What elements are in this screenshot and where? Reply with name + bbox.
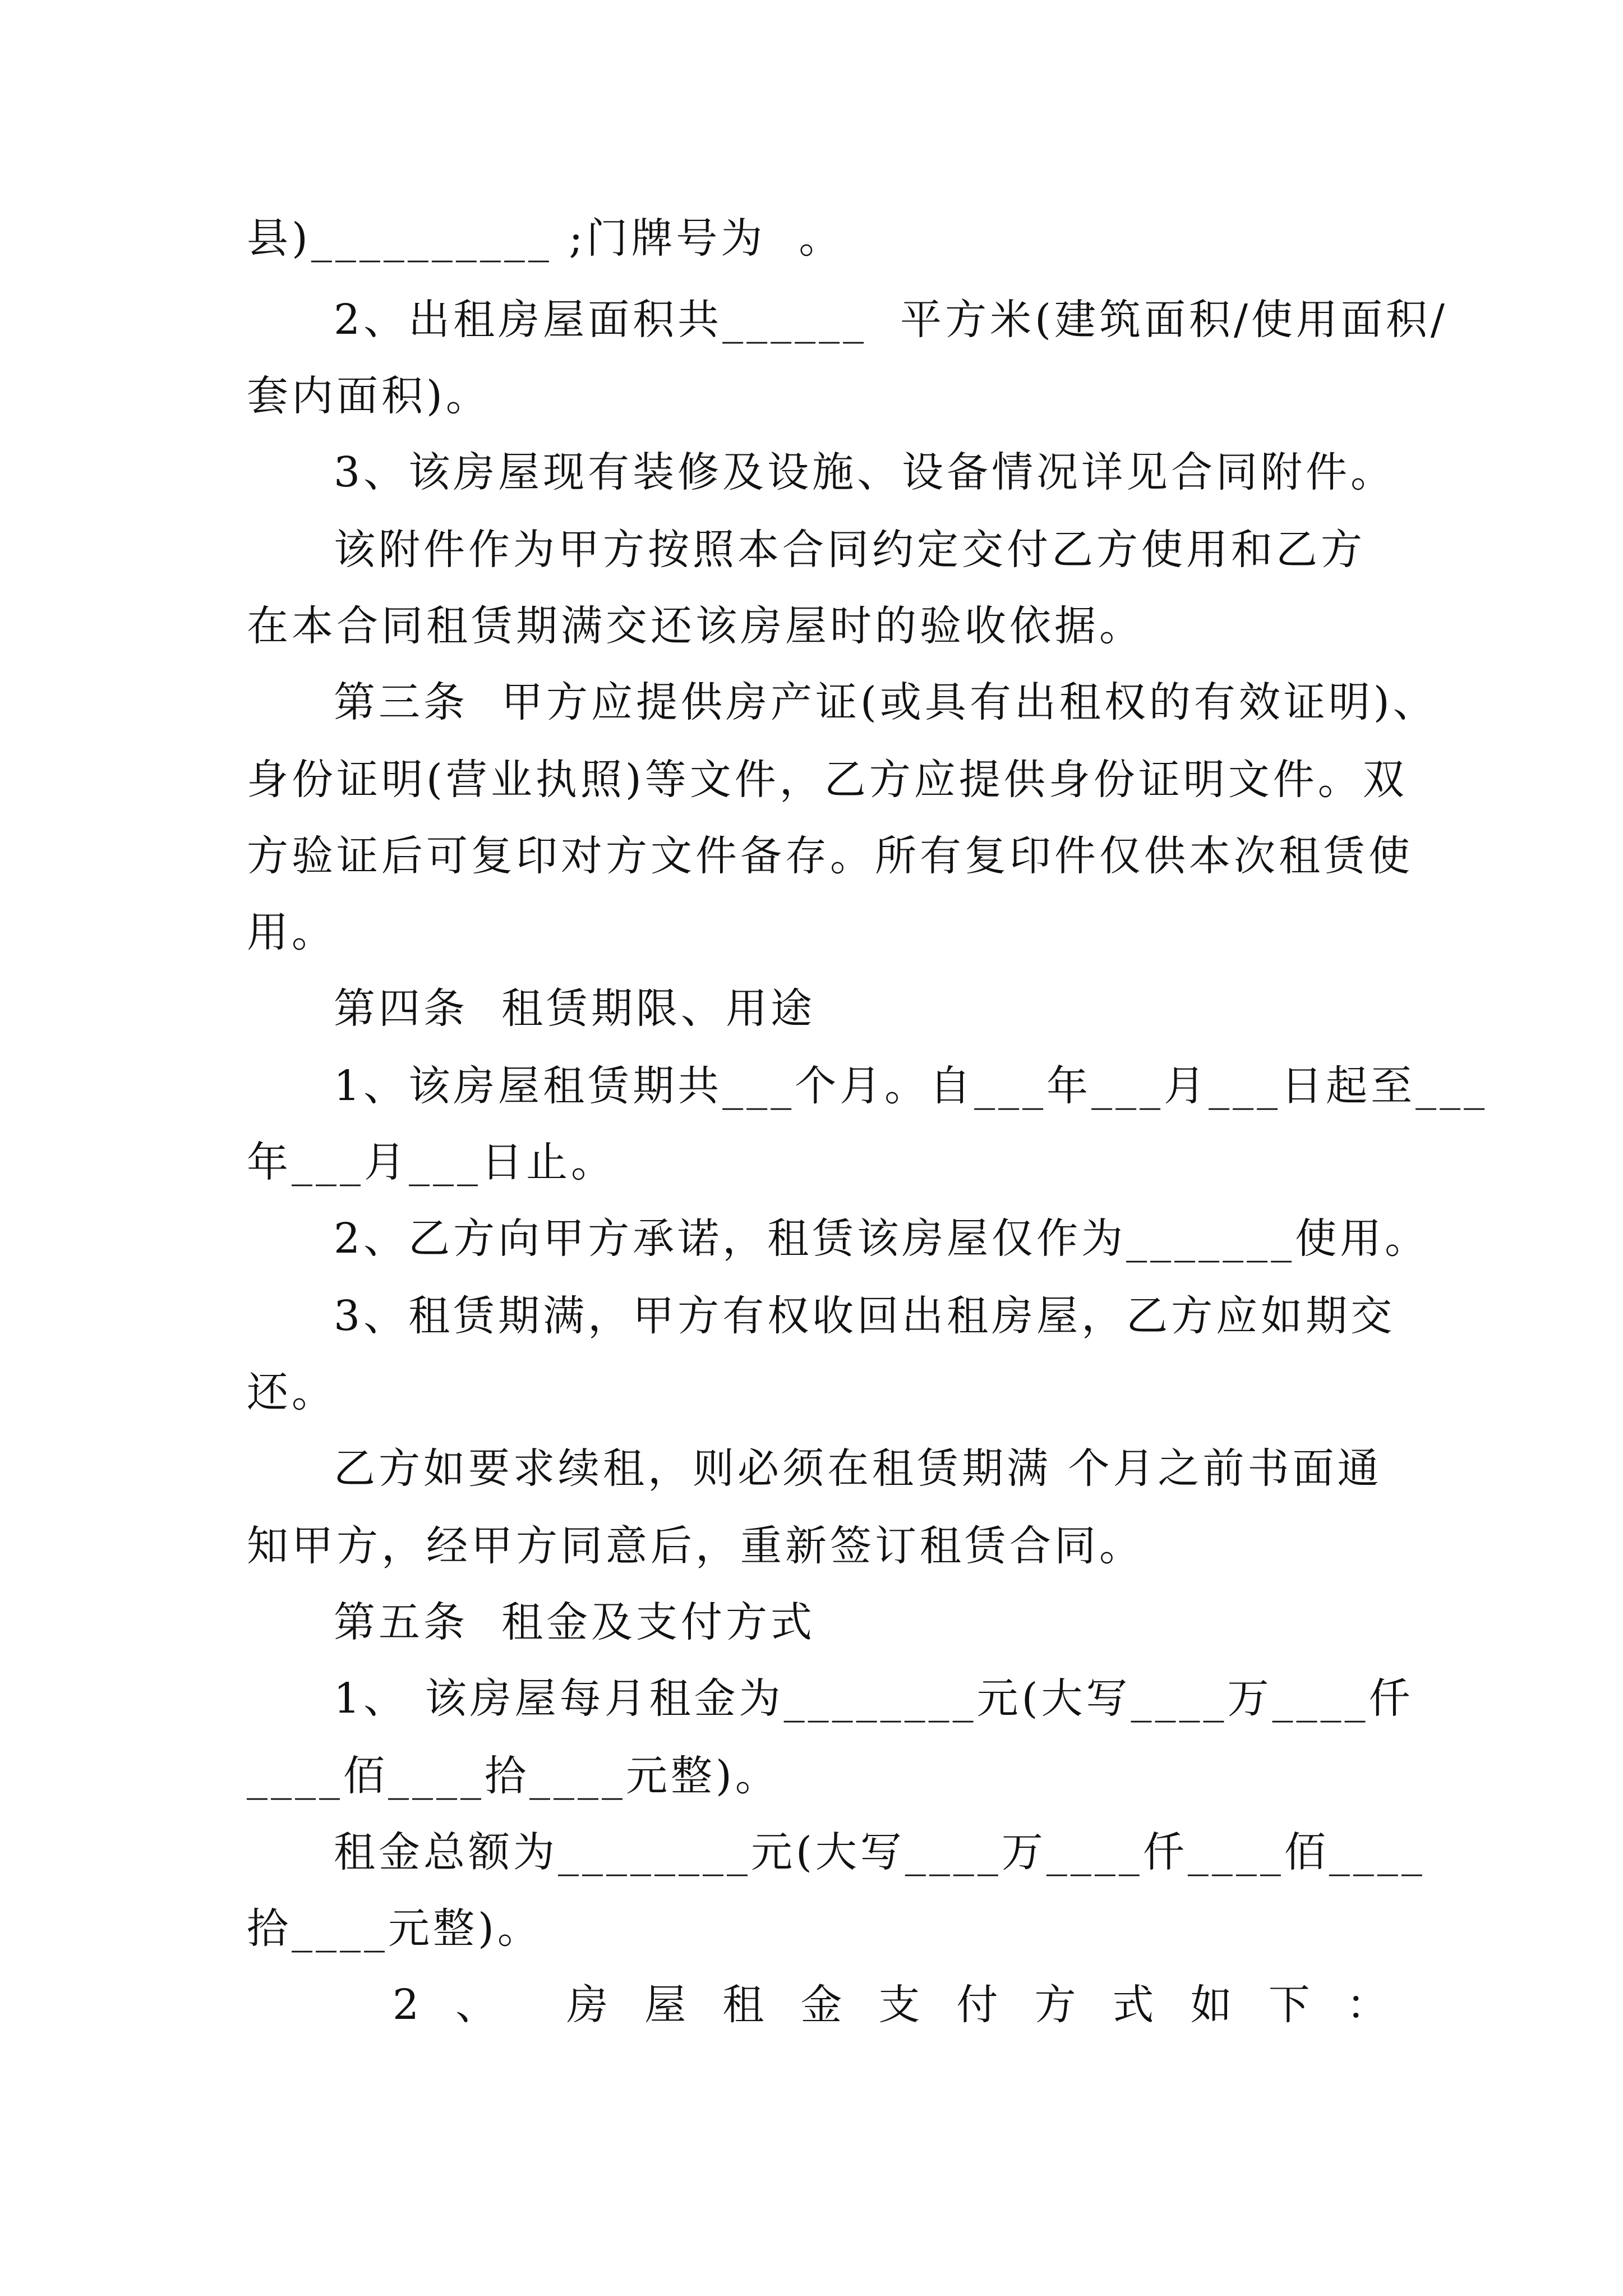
text-line: 乙方如要求续租，则必须在租赁期满 个月之前书面通 bbox=[334, 1444, 1382, 1493]
text-line: 1、 该房屋每月租金为________元(大写____万____仟 bbox=[334, 1674, 1414, 1723]
text-line: 用。 bbox=[247, 908, 336, 956]
text-line: 在本合同租赁期满交还该房屋时的验收依据。 bbox=[247, 602, 1144, 650]
text-line: 套内面积)。 bbox=[247, 372, 491, 420]
section-heading: 第五条 租金及支付方式 bbox=[334, 1598, 816, 1646]
text-line: 2、出租房屋面积共______ 平方米(建筑面积/使用面积/ bbox=[334, 296, 1448, 344]
text-line: 身份证明(营业执照)等文件，乙方应提供身份证明文件。双 bbox=[247, 756, 1408, 804]
text-line: 知甲方，经甲方同意后，重新签订租赁合同。 bbox=[247, 1522, 1144, 1570]
text-line: 第三条 甲方应提供房产证(或具有出租权的有效证明)、 bbox=[334, 678, 1438, 726]
text-line: ____佰____拾____元整)。 bbox=[247, 1752, 780, 1800]
text-line: 还。 bbox=[247, 1368, 336, 1416]
text-line: 租金总额为________元(大写____万____仟____佰____ bbox=[334, 1828, 1426, 1876]
text-line: 县)__________ ;门牌号为 。 bbox=[247, 214, 844, 263]
text-line: 该附件作为甲方按照本合同约定交付乙方使用和乙方 bbox=[334, 526, 1366, 574]
section-heading: 第四条 租赁期限、用途 bbox=[334, 984, 816, 1033]
text-line: 3、租赁期满，甲方有权收回出租房屋，乙方应如期交 bbox=[334, 1292, 1396, 1340]
text-line: 3、该房屋现有装修及设施、设备情况详见合同附件。 bbox=[334, 448, 1396, 496]
text-line: 1、该房屋租赁期共___个月。自___年___月___日起至___ bbox=[334, 1062, 1488, 1110]
text-line: 2、乙方向甲方承诺，租赁该房屋仅作为_______使用。 bbox=[334, 1214, 1430, 1263]
text-line: 年___月___日止。 bbox=[247, 1138, 616, 1186]
text-line: 2 、 房 屋 租 金 支 付 方 式 如 下 ： bbox=[393, 1981, 1391, 2029]
text-line: 方验证后可复印对方文件备存。所有复印件仅供本次租赁使 bbox=[247, 832, 1413, 880]
text-line: 拾____元整)。 bbox=[247, 1904, 542, 1953]
